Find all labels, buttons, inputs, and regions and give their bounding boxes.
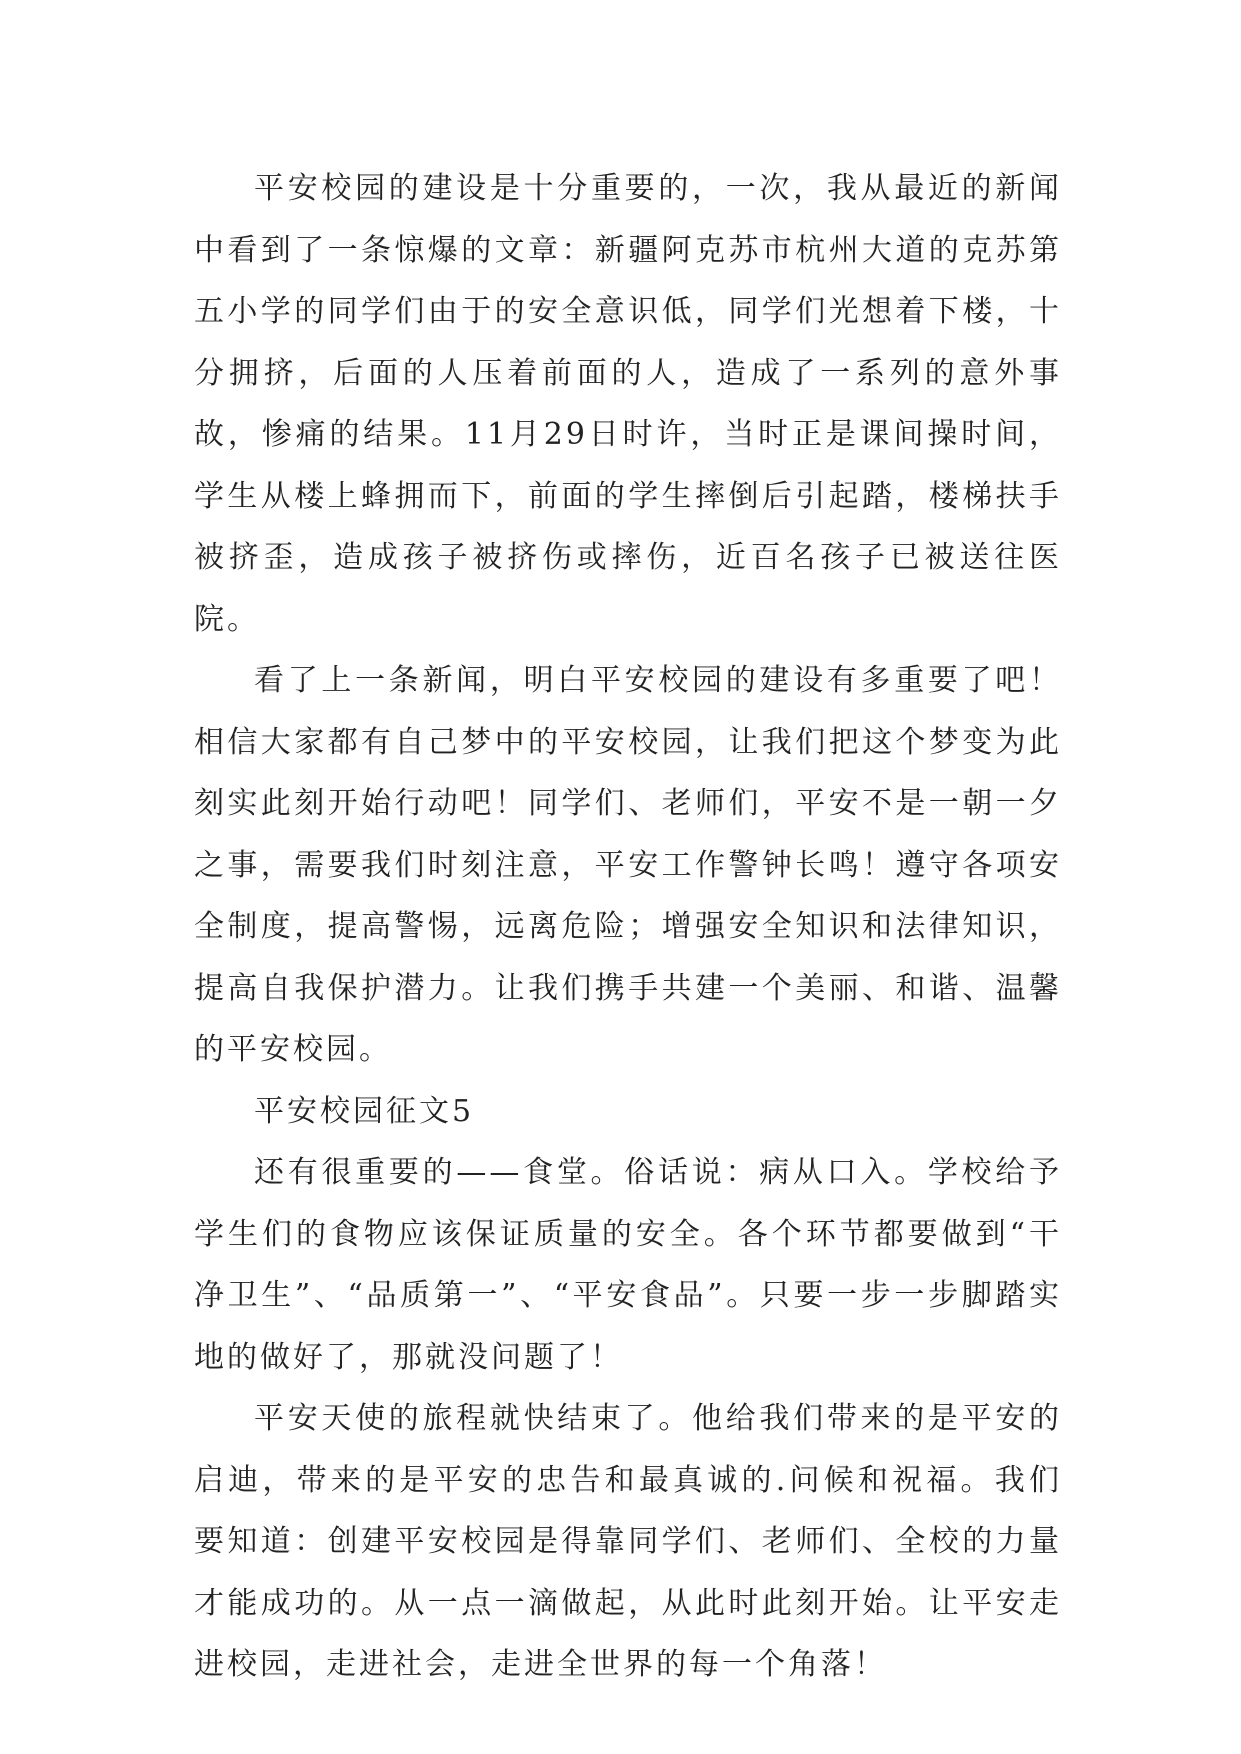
section-heading: 平安校园征文5 xyxy=(254,1093,475,1129)
paragraph-4: 平安天使的旅程就快结束了。他给我们带来的是平安的启迪，带来的是平安的忠告和最真诚的.问候和祝福。我们要知道：创建平安校园是得靠同学们、老师们、全校的力量才能成功的。从一点一滴做起，从此时此刻开始。让平安走进校园，走进社会，走进全世界的每一个角落！ xyxy=(194,1401,1062,1682)
paragraph-1: 平安校园的建设是十分重要的，一次，我从最近的新闻中看到了一条惊爆的文章：新疆阿克苏市杭州大道的克苏第五小学的同学们由于的安全意识低，同学们光想着下楼，十分拥挤，后面的人压着前面的人，造成了一系列的意外事故，惨痛的结果。11月29日时许，当时正是课间操时间，学生从楼上蜂拥而下，前面的学生摔倒后引起踏，楼梯扶手被挤歪，造成孩子被挤伤或摔伤，近百名孩子已被送往医院。 xyxy=(194,171,1062,637)
paragraph-2: 看了上一条新闻，明白平安校园的建设有多重要了吧！相信大家都有自己梦中的平安校园，让我们把这个梦变为此刻实此刻开始行动吧！同学们、老师们，平安不是一朝一夕之事，需要我们时刻注意，平安工作警钟长鸣！遵守各项安全制度，提高警惕，远离危险；增强安全知识和法律知识，提高自我保护潜力。让我们携手共建一个美丽、和谐、温馨的平安校园。 xyxy=(194,663,1062,1067)
document-body xyxy=(194,158,1062,1696)
paragraph-3: 还有很重要的——食堂。俗话说：病从口入。学校给予学生们的食物应该保证质量的安全。各个环节都要做到“干净卫生”、“品质第一”、“平安食品”。只要一步一步脚踏实地的做好了，那就没问题了！ xyxy=(194,1155,1062,1375)
